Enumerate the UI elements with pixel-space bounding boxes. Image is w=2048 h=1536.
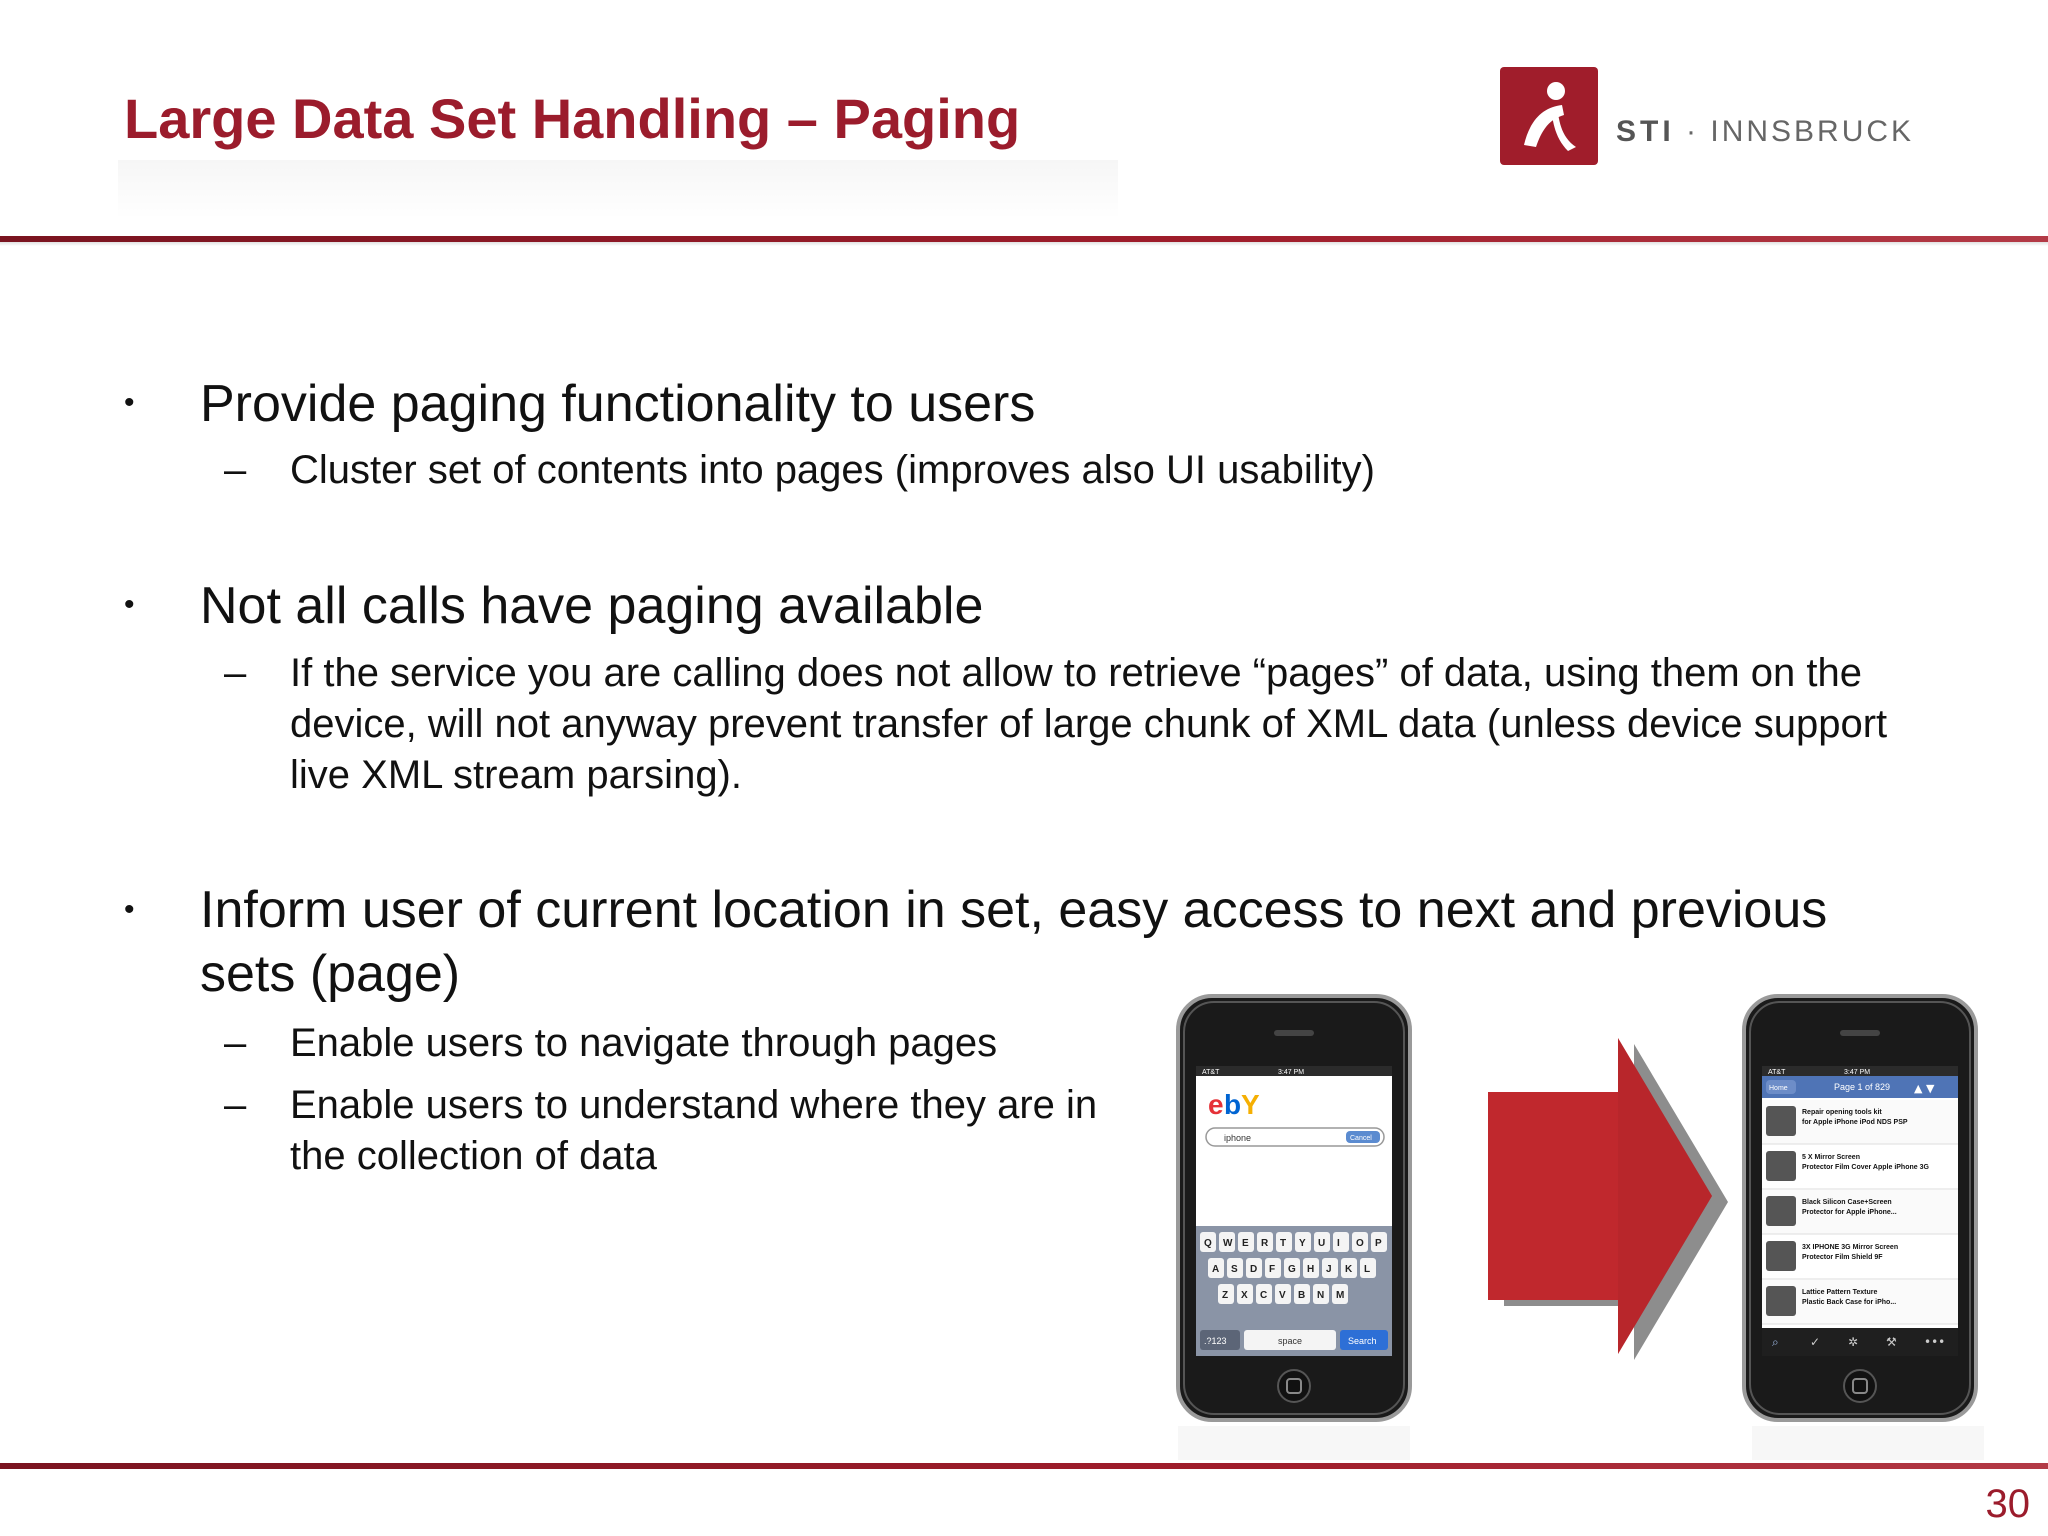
phone-left-search-key: Search (1348, 1336, 1377, 1346)
phone-right-home: Home (1769, 1085, 1788, 1092)
result-thumbnail (1766, 1241, 1796, 1271)
result-title: Lattice Pattern Texture (1802, 1289, 1878, 1296)
logo-separator: · (1686, 115, 1700, 148)
result-list (1762, 1100, 1958, 1324)
result-title: for Apple iPhone iPod NDS PSP (1802, 1119, 1908, 1126)
keyboard-row-3 (1218, 1284, 1348, 1304)
result-title: 5 X Mirror Screen (1802, 1154, 1860, 1161)
title-shadow (118, 160, 1118, 220)
result-thumbnail (1766, 1106, 1796, 1136)
keyboard-key-label: L (1364, 1264, 1371, 1275)
keyboard-key-label: S (1231, 1264, 1238, 1275)
sti-logo-text (1616, 115, 1914, 149)
keyboard-key-label: G (1288, 1264, 1296, 1275)
phone-right-page-label: Page 1 of 829 (1834, 1082, 1891, 1092)
keyboard-key-label: E (1242, 1238, 1249, 1249)
slide-title: Large Data Set Handling – Paging (124, 87, 1021, 150)
keyboard-key-label: U (1318, 1238, 1326, 1249)
phone-left-cancel: Cancel (1350, 1135, 1372, 1142)
footer-rule (0, 1463, 2048, 1469)
result-thumbnail (1766, 1196, 1796, 1226)
svg-text:Y: Y (1241, 1089, 1260, 1120)
phone-right-time: 3:47 PM (1844, 1069, 1871, 1076)
sub-dash: – (224, 1083, 247, 1127)
keyboard-row-2 (1208, 1258, 1376, 1278)
sub-dash: – (224, 1021, 247, 1065)
logo-location: INNSBRUCK (1710, 115, 1915, 148)
keyboard-key-label: Z (1222, 1290, 1229, 1301)
svg-text:b: b (1224, 1089, 1242, 1120)
result-title: Protector for Apple iPhone... (1802, 1209, 1897, 1216)
phone-left-carrier: AT&T (1202, 1069, 1220, 1076)
keyboard-key-label: X (1241, 1290, 1248, 1301)
result-thumbnail (1766, 1151, 1796, 1181)
svg-text:▲ ▼: ▲ ▼ (1914, 1082, 1935, 1095)
bullet-dot: • (124, 386, 135, 419)
result-title: Protector Film Shield 9F (1802, 1254, 1883, 1261)
bullet-3-sub-1: Enable users to navigate through pages (290, 1021, 998, 1065)
bullet-2-sub-1: If the service you are calling does not allow to retrieve “pages” of data, using them on the device, will not anyway prevent transfer of large chunk of XML data (unless device support live XML stream parsing). (290, 651, 1888, 797)
svg-text:✓: ✓ (1810, 1335, 1821, 1349)
result-title: Protector Film Cover Apple iPhone 3G (1802, 1164, 1929, 1171)
paging-illustration (1170, 990, 1990, 1465)
sti-logo-icon (1500, 67, 1598, 165)
keyboard-key-label: V (1279, 1290, 1286, 1301)
keyboard-key-label: J (1326, 1264, 1332, 1275)
keyboard-key-label: R (1261, 1238, 1269, 1249)
svg-text:⌕: ⌕ (1772, 1335, 1779, 1349)
phone-right-carrier: AT&T (1768, 1069, 1786, 1076)
bullet-dot: • (124, 588, 135, 621)
next-arrow-icon (1488, 1038, 1728, 1360)
keyboard-key-label: A (1212, 1264, 1220, 1275)
bullet-1-text: Provide paging functionality to users (200, 375, 1036, 433)
keyboard-key-label: D (1250, 1264, 1258, 1275)
keyboard-key-label: N (1317, 1290, 1325, 1301)
keyboard-key-label: C (1260, 1290, 1268, 1301)
keyboard-key-label: M (1336, 1290, 1345, 1301)
keyboard-key-label: P (1375, 1238, 1382, 1249)
logo-brand: STI (1616, 115, 1675, 148)
keyboard-key-label: K (1345, 1264, 1353, 1275)
phone-left-space: space (1278, 1336, 1303, 1346)
keyboard-key-label: T (1280, 1238, 1287, 1249)
result-title: Black Silicon Case+Screen (1802, 1199, 1892, 1206)
ebay-logo: e (1208, 1089, 1224, 1120)
keyboard-key (1333, 1232, 1349, 1252)
keyboard-key-label: H (1307, 1264, 1315, 1275)
keyboard-key-label: I (1337, 1238, 1340, 1249)
bullet-3-text: Inform user of current location in set, easy access to next and previous sets (page) (200, 881, 1828, 1003)
bullet-3-sub-2: Enable users to understand where they are in the collection of data (290, 1083, 1098, 1178)
phone-left-numbers: .?123 (1204, 1336, 1227, 1346)
svg-text:✲: ✲ (1848, 1335, 1859, 1349)
svg-text:⚒: ⚒ (1886, 1335, 1897, 1349)
sub-dash: – (224, 651, 247, 695)
bullet-dot: • (124, 893, 135, 926)
keyboard-key-label: B (1298, 1290, 1306, 1301)
keyboard-key-label: F (1269, 1264, 1276, 1275)
keyboard-key-label: Q (1204, 1238, 1212, 1249)
phone-right (1744, 996, 1976, 1420)
sub-dash: – (224, 448, 247, 492)
phone-left-search-value: iphone (1224, 1133, 1252, 1143)
bullet-2-text: Not all calls have paging available (200, 577, 984, 635)
phone-left (1178, 996, 1410, 1420)
result-title: Repair opening tools kit (1802, 1109, 1882, 1116)
phone-left-time: 3:47 PM (1278, 1069, 1305, 1076)
header-rule-shadow (0, 242, 2048, 246)
page-number: 30 (1985, 1482, 2030, 1526)
keyboard-key-label: W (1223, 1238, 1233, 1249)
result-title: 3X IPHONE 3G Mirror Screen (1802, 1244, 1899, 1251)
result-title: Plastic Back Case for iPho... (1802, 1299, 1897, 1306)
bullet-1-sub-1: Cluster set of contents into pages (improves also UI usability) (290, 448, 1375, 492)
phones-figure (1170, 990, 1990, 1460)
keyboard-key-label: Y (1299, 1238, 1306, 1249)
svg-text:•••: ••• (1924, 1335, 1946, 1349)
result-thumbnail (1766, 1286, 1796, 1316)
keyboard-key-label: O (1356, 1238, 1364, 1249)
